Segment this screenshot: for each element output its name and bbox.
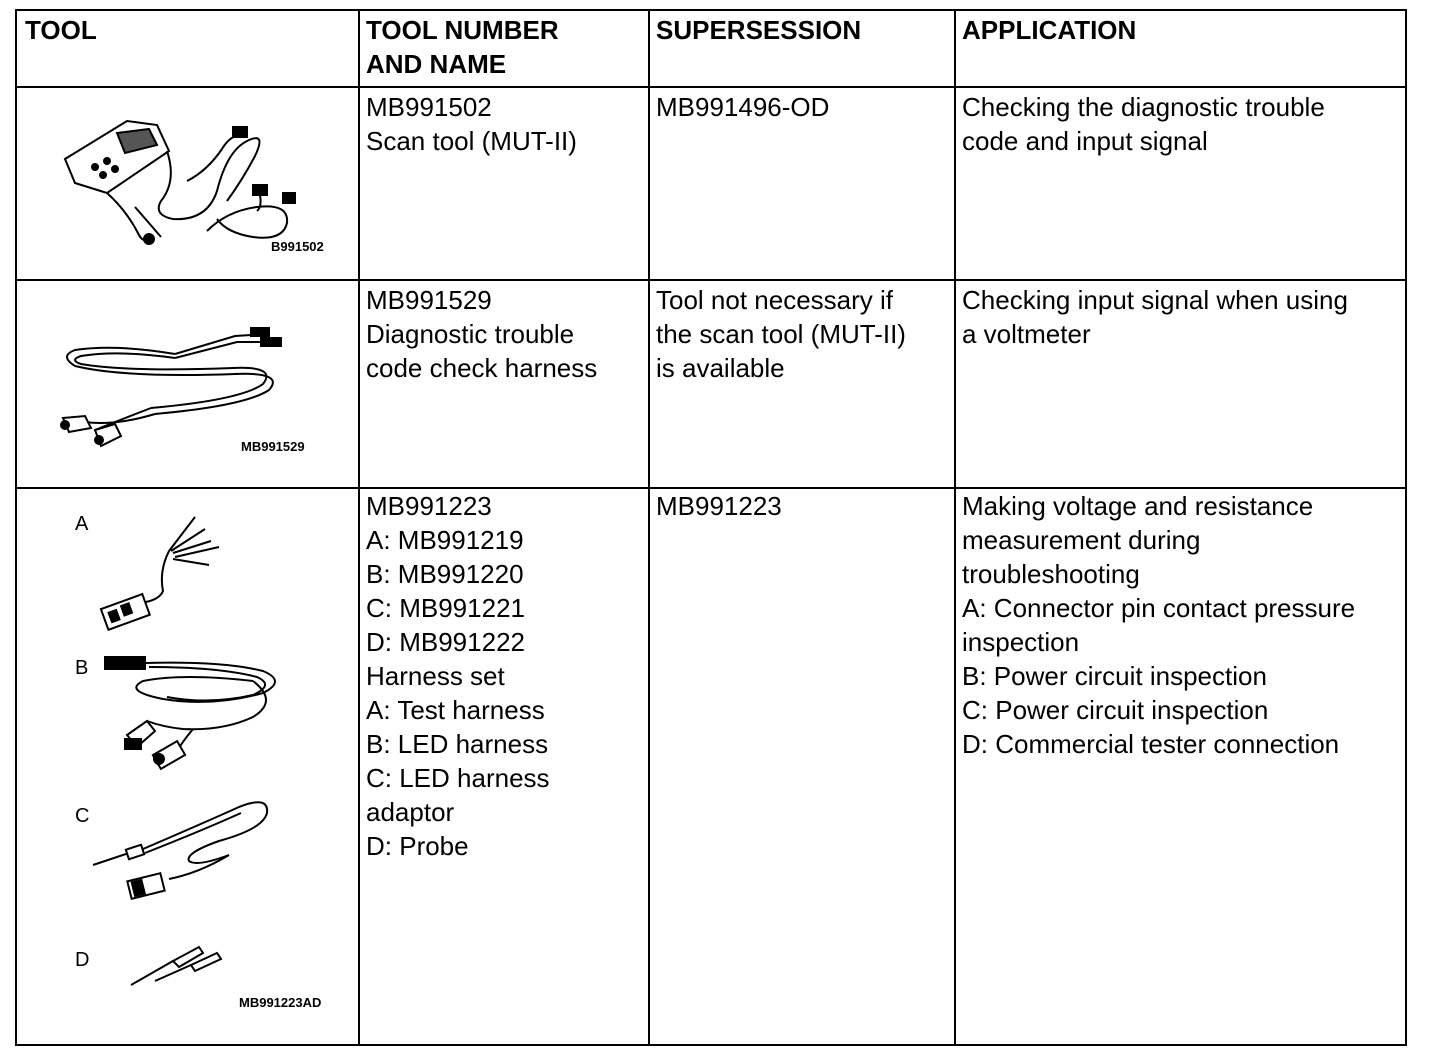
check-harness-illustration	[55, 306, 285, 451]
image-letter-b: B	[75, 657, 89, 679]
special-tools-table	[15, 9, 1407, 1046]
column-divider	[954, 11, 956, 1044]
led-harness-illustration	[103, 651, 283, 771]
test-harness-illustration	[99, 511, 229, 631]
image-letter-d: D	[75, 949, 90, 971]
probe-illustration	[129, 941, 229, 991]
supersession-cell: MB991223	[656, 491, 782, 521]
image-part-number: B991502	[271, 239, 324, 254]
column-divider	[358, 11, 360, 1044]
header-tool: TOOL	[25, 15, 97, 45]
image-letter-c: C	[75, 805, 90, 827]
application-cell: Checking the diagnostic trouble code and input signal	[962, 92, 1325, 156]
scan-tool-illustration	[57, 111, 297, 251]
header-tool-number: TOOL NUMBER AND NAME	[366, 15, 559, 79]
application-cell: Checking input signal when using a voltmeter	[962, 285, 1348, 349]
led-harness-adaptor-illustration	[89, 795, 279, 905]
image-letter-a: A	[75, 513, 89, 535]
supersession-cell: MB991496-OD	[656, 92, 830, 122]
tool-number-cell: MB991529 Diagnostic trouble code check harness	[366, 285, 598, 383]
header-supersession: SUPERSESSION	[656, 15, 862, 45]
application-cell: Making voltage and resistance measurement during troubleshooting A: Connector pin contact pressure inspection B: Power circuit inspection C: Power circuit inspection D: Commercial tester connection	[962, 491, 1356, 759]
image-part-number: MB991223AD	[239, 995, 322, 1010]
tool-number-cell: MB991223 A: MB991219 B: MB991220 C: MB991221 D: MB991222 Harness set A: Test harness B: LED harness C: LED harness adaptor D: Probe	[366, 491, 550, 861]
row-divider	[17, 279, 1405, 281]
header-application: APPLICATION	[962, 15, 1137, 45]
column-divider	[648, 11, 650, 1044]
row-divider	[17, 86, 1405, 88]
image-part-number: MB991529	[241, 439, 305, 454]
tool-number-cell: MB991502 Scan tool (MUT-II)	[366, 92, 577, 156]
supersession-cell: Tool not necessary if the scan tool (MUT-II) is available	[656, 285, 906, 383]
